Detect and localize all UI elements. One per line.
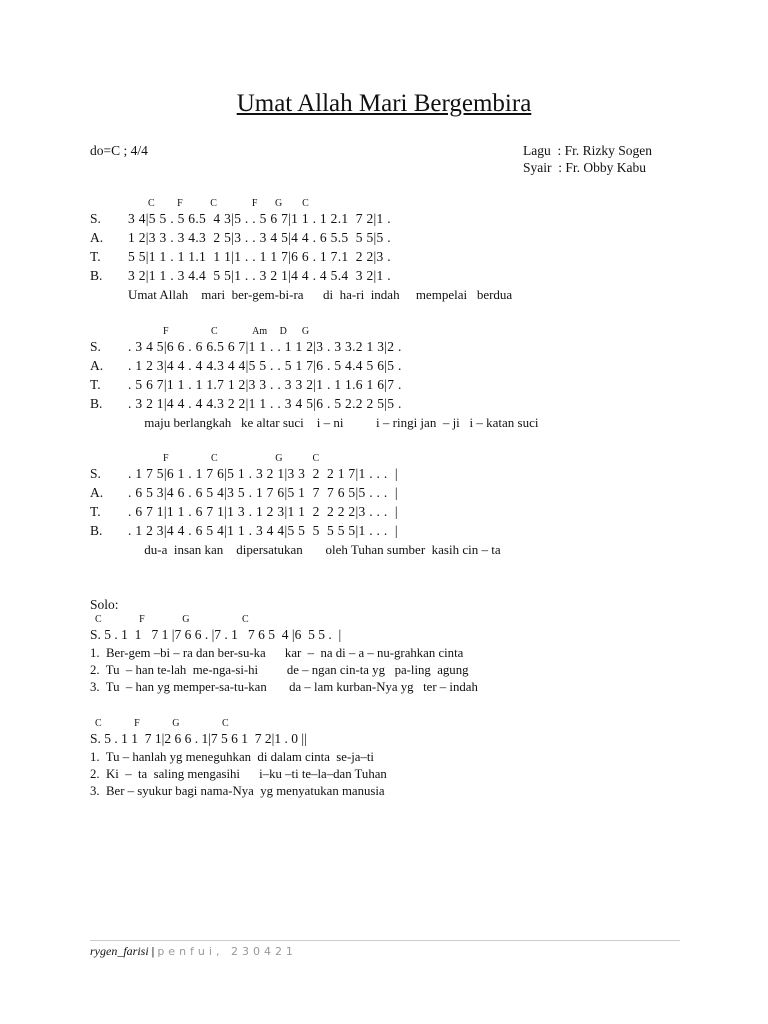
voice-tenor: T. . 5 6 7|1 1 . 1 1.7 1 2|3 3 . . 3 3 2|1 . 1 1.6 1 6|7 .: [90, 377, 402, 392]
composer-credit: Lagu : Fr. Rizky Sogen: [523, 143, 652, 158]
lyric-line: du-a insan kan dipersatukan oleh Tuhan sumber kasih cin – ta: [128, 542, 501, 557]
footer-divider: [90, 940, 680, 941]
chord-line: C F G C: [90, 614, 249, 625]
voice-soprano: S. . 3 4 5|6 6 . 6 6.5 6 7|1 1 . . 1 1 2|3 . 3 3.2 1 3|2 .: [90, 339, 402, 354]
alto-notes: 1 2|3 3 . 3 4.3 2 5|3 . . 3 4 5|4 4 . 6 5.5 5 5|5 .: [128, 230, 391, 245]
footer-place-date: penfui, 230421: [157, 945, 297, 958]
lyricist-credit: Syair : Fr. Obby Kabu: [523, 160, 646, 175]
solo-system-2: [90, 718, 690, 801]
chord-line: F C Am D G: [128, 326, 310, 337]
lyric-line: Umat Allah mari ber-gem-bi-ra di ha-ri indah mempelai berdua: [128, 287, 513, 302]
voice-soprano: S. . 1 7 5|6 1 . 1 7 6|5 1 . 3 2 1|3 3 2 2 1 7|1 . . . |: [90, 466, 398, 481]
voice-bass: B. 3 2|1 1 . 3 4.4 5 5|1 . . 3 2 1|4 4 . 4 5.4 3 2|1 .: [90, 268, 391, 283]
tenor-notes: 5 5|1 1 . 1 1.1 1 1|1 . . 1 1 7|6 6 . 1 7.1 2 2|3 .: [128, 249, 391, 264]
voice-bass: B. . 3 2 1|4 4 . 4 4.3 2 2|1 1 . . 3 4 5|6 . 5 2.2 2 5|5 .: [90, 396, 402, 411]
soprano-notes: . 1 7 5|6 1 . 1 7 6|5 1 . 3 2 1|3 3 2 2 1 7|1 . . . |: [128, 466, 398, 481]
score-system-2: [90, 326, 690, 433]
chord-line: F C G C: [128, 453, 320, 464]
verse-1-lyric: 1. Tu – hanlah yg meneguhkan di dalam cinta se-ja–ti: [90, 750, 374, 764]
score-system-3: [90, 453, 690, 560]
chord-line: C F C F G C: [128, 198, 309, 209]
tenor-notes: . 5 6 7|1 1 . 1 1.7 1 2|3 3 . . 3 3 2|1 . 1 1.6 1 6|7 .: [128, 377, 402, 392]
tenor-notes: . 6 7 1|1 1 . 6 7 1|1 3 . 1 2 3|1 1 2 2 2 2|3 . . . |: [128, 504, 398, 519]
voice-tenor: T. 5 5|1 1 . 1 1.1 1 1|1 . . 1 1 7|6 6 . 1 7.1 2 2|3 .: [90, 249, 391, 264]
bass-notes: . 1 2 3|4 4 . 6 5 4|1 1 . 3 4 4|5 5 5 5 5 5|1 . . . |: [128, 523, 398, 538]
solo-notes: S. 5 . 1 1 7 1 |7 6 6 . |7 . 1 7 6 5 4 |6 5 5 . |: [90, 627, 342, 642]
verse-3-lyric: 3. Tu – han yg memper-sa-tu-kan da – lam kurban-Nya yg ter – indah: [90, 680, 478, 694]
soprano-notes: 3 4|5 5 . 5 6.5 4 3|5 . . 5 6 7|1 1 . 1 2.1 7 2|1 .: [128, 211, 391, 226]
song-title: Umat Allah Mari Bergembira: [236, 90, 532, 117]
solo-system-1: [90, 614, 690, 697]
chord-line: C F G C: [90, 718, 229, 729]
voice-bass: B. . 1 2 3|4 4 . 6 5 4|1 1 . 3 4 4|5 5 5 5 5 5|1 . . . |: [90, 523, 398, 538]
voice-tenor: T. . 6 7 1|1 1 . 6 7 1|1 3 . 1 2 3|1 1 2 2 2 2|3 . . . |: [90, 504, 398, 519]
verse-3-lyric: 3. Ber – syukur bagi nama-Nya yg menyatukan manusia: [90, 784, 385, 798]
verse-2-lyric: 2. Tu – han te-lah me-nga-si-hi de – ngan cin-ta yg pa-ling agung: [90, 663, 469, 677]
alto-notes: . 1 2 3|4 4 . 4 4.3 4 4|5 5 . . 5 1 7|6 . 5 4.4 5 6|5 .: [128, 358, 402, 373]
solo-notes: S. 5 . 1 1 7 1|2 6 6 . 1|7 5 6 1 7 2|1 . 0 ||: [90, 731, 307, 746]
verse-2-lyric: 2. Ki – ta saling mengasihi i–ku –ti te–la–dan Tuhan: [90, 767, 387, 781]
score-system-1: [90, 198, 690, 305]
voice-soprano: S. 3 4|5 5 . 5 6.5 4 3|5 . . 5 6 7|1 1 . 1 2.1 7 2|1 .: [90, 211, 391, 226]
voice-alto: A. 1 2|3 3 . 3 4.3 2 5|3 . . 3 4 5|4 4 . 6 5.5 5 5|5 .: [90, 230, 391, 245]
bass-notes: . 3 2 1|4 4 . 4 4.3 2 2|1 1 . . 3 4 5|6 . 5 2.2 2 5|5 .: [128, 396, 402, 411]
verse-1-lyric: 1. Ber-gem –bi – ra dan ber-su-ka kar – na di – a – nu-grahkan cinta: [90, 646, 464, 660]
soprano-notes: . 3 4 5|6 6 . 6 6.5 6 7|1 1 . . 1 1 2|3 . 3 3.2 1 3|2 .: [128, 339, 402, 354]
voice-alto: A. . 6 5 3|4 6 . 6 5 4|3 5 . 1 7 6|5 1 7 7 6 5|5 . . . |: [90, 485, 398, 500]
key-signature: do=C ; 4/4: [90, 143, 148, 158]
bass-notes: 3 2|1 1 . 3 4.4 5 5|1 . . 3 2 1|4 4 . 4 5.4 3 2|1 .: [128, 268, 391, 283]
footer-author: rygen_farisi: [90, 944, 149, 958]
lyric-line: maju berlangkah ke altar suci i – ni i – ringi jan – ji i – katan suci: [128, 415, 539, 430]
footer-separator: |: [148, 944, 158, 958]
alto-notes: . 6 5 3|4 6 . 6 5 4|3 5 . 1 7 6|5 1 7 7 6 5|5 . . . |: [128, 485, 398, 500]
footer: [90, 944, 297, 959]
solo-label: Solo:: [90, 597, 119, 612]
voice-alto: A. . 1 2 3|4 4 . 4 4.3 4 4|5 5 . . 5 1 7|6 . 5 4.4 5 6|5 .: [90, 358, 402, 373]
